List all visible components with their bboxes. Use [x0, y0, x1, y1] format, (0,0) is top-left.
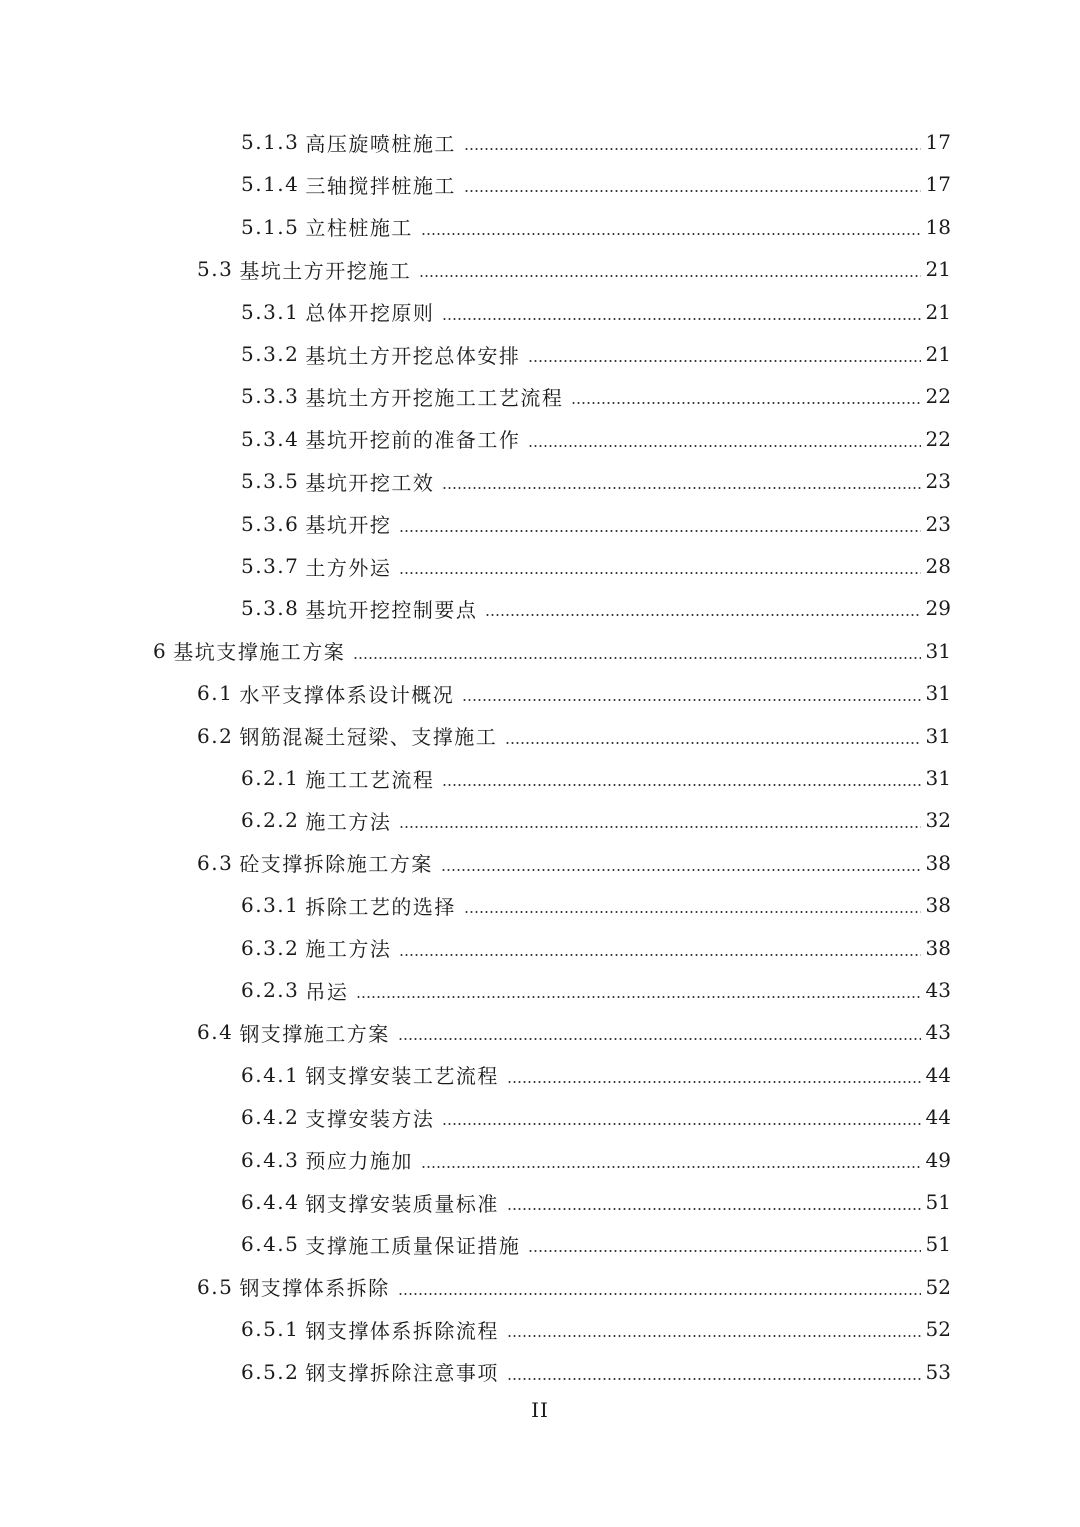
toc-dot-leader — [485, 614, 921, 616]
toc-entry[interactable] — [197, 1267, 951, 1307]
toc-entry-title: 拆除工艺的选择 — [305, 894, 456, 919]
toc-entry-title: 吊运 — [305, 979, 349, 1004]
toc-entry-page-number: 44 — [925, 1062, 951, 1087]
toc-entry-title: 钢支撑体系拆除 — [239, 1276, 390, 1301]
toc-dot-leader — [507, 1335, 921, 1337]
toc-entry-title: 基坑开挖 — [305, 513, 392, 538]
toc-entry-page-number: 17 — [925, 130, 951, 154]
toc-entry-page-number: 44 — [925, 1105, 951, 1130]
toc-entry[interactable] — [197, 673, 951, 713]
toc-entry[interactable] — [241, 292, 951, 332]
toc-entry[interactable] — [241, 1140, 951, 1180]
toc-dot-leader — [353, 657, 921, 659]
toc-entry-number: 6.3.1 — [241, 893, 300, 918]
toc-entry-page-number: 38 — [925, 893, 951, 918]
toc-entry-page-number: 43 — [925, 978, 951, 1002]
toc-entry-number: 6.5.2 — [241, 1359, 300, 1384]
toc-entry-number: 5.3.7 — [241, 554, 300, 578]
toc-entry[interactable] — [241, 758, 951, 798]
toc-entry-page-number: 31 — [925, 638, 951, 663]
toc-entry-title: 施工方法 — [305, 809, 392, 834]
toc-dot-leader — [464, 148, 921, 150]
toc-entry-title: 三轴搅拌桩施工 — [305, 173, 456, 198]
toc-entry-title: 钢支撑施工方案 — [239, 1021, 390, 1046]
toc-dot-leader — [464, 190, 921, 192]
toc-entry-title: 支撑安装方法 — [305, 1106, 435, 1131]
toc-entry-number: 6.4.3 — [241, 1147, 300, 1172]
toc-entry[interactable] — [241, 1309, 951, 1349]
toc-dot-leader — [442, 1123, 921, 1125]
toc-entry[interactable] — [241, 122, 951, 162]
toc-entry-number: 5.3.1 — [241, 299, 300, 324]
toc-entry-page-number: 49 — [925, 1147, 951, 1172]
toc-entry-title: 钢筋混凝土冠梁、支撑施工 — [239, 725, 498, 750]
toc-entry-number: 5.1.3 — [241, 130, 300, 154]
toc-entry-page-number: 51 — [925, 1232, 951, 1257]
toc-dot-leader — [398, 1038, 921, 1040]
toc-entry-page-number: 51 — [925, 1190, 951, 1214]
toc-entry[interactable] — [241, 164, 951, 204]
toc-entry-title: 砼支撑拆除施工方案 — [239, 852, 433, 877]
toc-dot-leader — [442, 318, 921, 320]
toc-entry-page-number: 23 — [925, 469, 951, 494]
toc-entry-page-number: 43 — [925, 1020, 951, 1045]
toc-entry-page-number: 18 — [925, 214, 951, 239]
toc-entry-page-number: 21 — [925, 299, 951, 324]
toc-entry[interactable] — [241, 1224, 951, 1264]
toc-entry-number: 6.1 — [197, 681, 234, 706]
toc-entry-page-number: 31 — [925, 766, 951, 790]
toc-entry-page-number: 52 — [925, 1317, 951, 1342]
toc-entry[interactable] — [241, 885, 951, 925]
toc-entry-number: 5.3.5 — [241, 469, 300, 494]
toc-entry-title: 基坑土方开挖施工工艺流程 — [305, 385, 564, 410]
toc-entry-number: 5.3.8 — [241, 596, 300, 621]
toc-dot-leader — [442, 487, 921, 489]
toc-entry[interactable] — [241, 376, 951, 416]
toc-dot-leader — [528, 1250, 921, 1252]
toc-dot-leader — [528, 445, 921, 447]
toc-entry[interactable] — [241, 207, 951, 247]
toc-entry-number: 6.5.1 — [241, 1317, 300, 1342]
toc-dot-leader — [464, 911, 921, 913]
toc-entry-number: 6.3.2 — [241, 935, 300, 960]
toc-entry-number: 6.4.1 — [241, 1062, 300, 1087]
toc-entry-page-number: 29 — [925, 596, 951, 621]
toc-entry-number: 6.4.2 — [241, 1105, 300, 1130]
toc-entry-page-number: 31 — [925, 723, 951, 748]
toc-entry-title: 基坑支撑施工方案 — [173, 640, 346, 665]
toc-entry-title: 基坑土方开挖施工 — [239, 258, 412, 283]
toc-entry-number: 6.2.1 — [241, 766, 300, 790]
toc-entry-title: 钢支撑安装质量标准 — [305, 1191, 499, 1216]
toc-entry-number: 5.3 — [197, 257, 234, 282]
toc-entry-page-number: 31 — [925, 681, 951, 706]
toc-entry-number: 6.2.3 — [241, 978, 300, 1002]
toc-entry-number: 5.3.4 — [241, 426, 300, 451]
toc-dot-leader — [507, 1378, 921, 1380]
toc-entry-number: 5.1.4 — [241, 172, 300, 197]
toc-entry-title: 预应力施加 — [305, 1149, 413, 1174]
toc-entry-number: 6.2.2 — [241, 808, 300, 833]
toc-dot-leader — [507, 1208, 921, 1210]
toc-dot-leader — [399, 572, 921, 574]
toc-entry[interactable] — [197, 249, 951, 289]
toc-entry-title: 水平支撑体系设计概况 — [239, 682, 455, 707]
toc-entry-number: 6.4.5 — [241, 1232, 300, 1257]
toc-entry-number: 5.3.3 — [241, 384, 300, 409]
toc-entry-title: 支撑施工质量保证措施 — [305, 1233, 521, 1258]
toc-dot-leader — [399, 826, 921, 828]
toc-dot-leader — [441, 869, 921, 871]
toc-entry-page-number: 21 — [925, 257, 951, 282]
toc-entry-number: 5.3.2 — [241, 342, 300, 366]
toc-entry[interactable] — [241, 461, 951, 501]
toc-entry-page-number: 52 — [925, 1274, 951, 1299]
toc-dot-leader — [507, 1081, 921, 1083]
toc-entry-number: 6.3 — [197, 850, 234, 875]
toc-entry-title: 基坑土方开挖总体安排 — [305, 343, 521, 368]
toc-entry[interactable] — [241, 419, 951, 459]
toc-entry[interactable] — [241, 1055, 951, 1095]
toc-dot-leader — [421, 1166, 921, 1168]
toc-entry[interactable] — [241, 334, 951, 374]
toc-entry-title: 钢支撑体系拆除流程 — [305, 1318, 499, 1343]
toc-entry[interactable] — [241, 1352, 951, 1392]
toc-entry-page-number: 22 — [925, 384, 951, 409]
toc-entry-number: 6 — [153, 638, 168, 663]
toc-dot-leader — [442, 784, 921, 786]
toc-entry-page-number: 32 — [925, 808, 951, 833]
toc-dot-leader — [505, 742, 921, 744]
toc-entry-title: 施工方法 — [305, 937, 392, 962]
toc-dot-leader — [399, 530, 921, 532]
toc-dot-leader — [528, 360, 921, 362]
toc-entry[interactable] — [153, 631, 951, 671]
toc-entry-number: 5.3.6 — [241, 511, 300, 536]
toc-entry-title: 钢支撑拆除注意事项 — [305, 1361, 499, 1386]
toc-entry-title: 基坑开挖控制要点 — [305, 597, 478, 622]
toc-entry-number: 6.4 — [197, 1020, 234, 1045]
toc-entry[interactable] — [241, 1097, 951, 1137]
toc-dot-leader — [571, 402, 921, 404]
toc-entry[interactable] — [197, 1012, 951, 1052]
toc-entry[interactable] — [241, 928, 951, 968]
toc-entry[interactable] — [241, 504, 951, 544]
toc-entry[interactable] — [197, 716, 951, 756]
toc-entry[interactable] — [241, 800, 951, 840]
toc-entry-title: 施工工艺流程 — [305, 767, 435, 792]
toc-entry-page-number: 38 — [925, 935, 951, 960]
toc-entry-page-number: 53 — [925, 1359, 951, 1384]
toc-entry-page-number: 38 — [925, 850, 951, 875]
toc-entry[interactable] — [241, 1182, 951, 1222]
toc-entry[interactable] — [241, 588, 951, 628]
toc-dot-leader — [462, 699, 921, 701]
toc-entry-page-number: 17 — [925, 172, 951, 197]
toc-entry-title: 总体开挖原则 — [305, 301, 435, 326]
toc-entry-page-number: 23 — [925, 511, 951, 536]
toc-entry-title: 钢支撑安装工艺流程 — [305, 1064, 499, 1089]
toc-entry[interactable] — [241, 970, 951, 1010]
toc-dot-leader — [398, 1293, 921, 1295]
toc-dot-leader — [356, 996, 921, 998]
toc-entry-title: 立柱桩施工 — [305, 216, 413, 241]
toc-entry-number: 6.5 — [197, 1274, 234, 1299]
toc-entry-page-number: 21 — [925, 342, 951, 366]
toc-entry-number: 6.4.4 — [241, 1190, 300, 1214]
toc-dot-leader — [399, 954, 921, 956]
toc-entry-title: 基坑开挖工效 — [305, 470, 435, 495]
toc-entry[interactable] — [197, 843, 951, 883]
toc-entry-page-number: 22 — [925, 426, 951, 451]
toc-dot-leader — [421, 233, 921, 235]
toc-dot-leader — [419, 275, 921, 277]
toc-entry-title: 高压旋喷桩施工 — [305, 131, 456, 156]
page-number-footer: II — [531, 1398, 549, 1422]
toc-entry-title: 基坑开挖前的准备工作 — [305, 428, 521, 453]
toc-entry-page-number: 28 — [925, 554, 951, 578]
toc-entry-title: 土方外运 — [305, 555, 392, 580]
toc-entry[interactable] — [241, 546, 951, 586]
toc-entry-number: 6.2 — [197, 723, 234, 748]
toc-entry-number: 5.1.5 — [241, 214, 300, 239]
